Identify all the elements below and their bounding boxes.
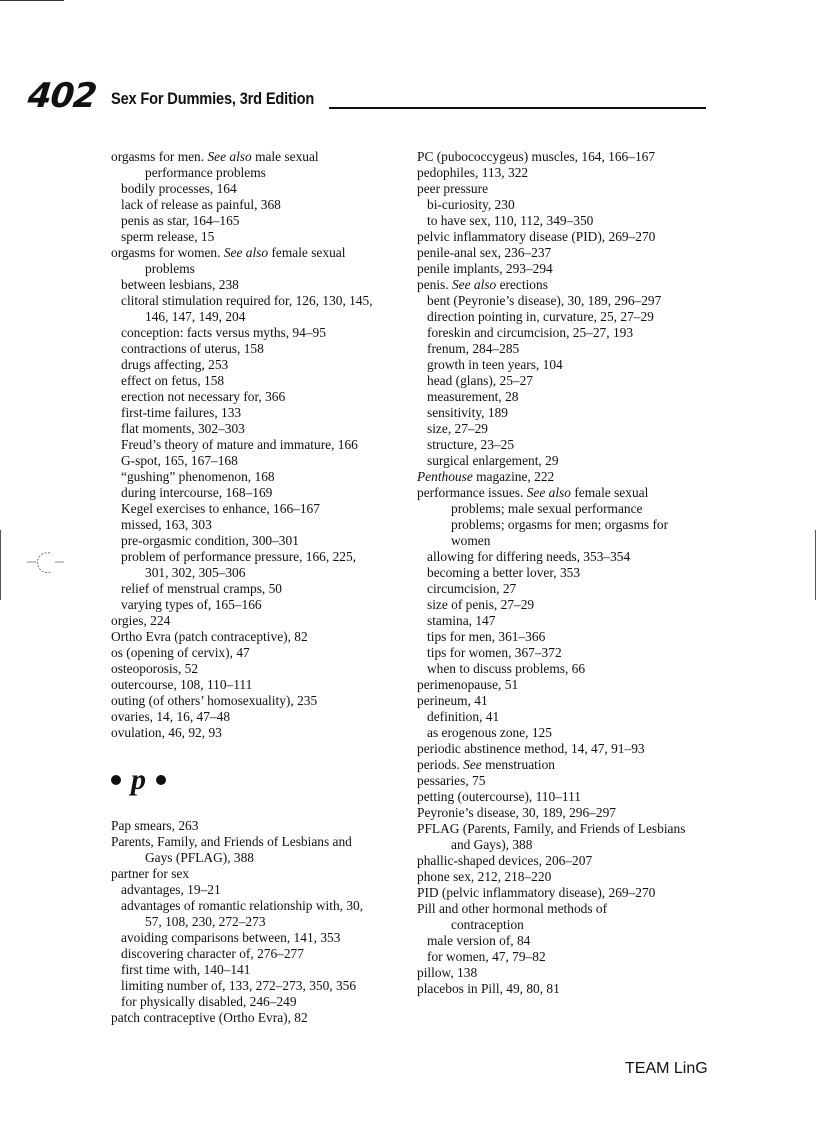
entry-text: measurement, 28 [427, 389, 519, 404]
entry-text: female sexual [570, 485, 649, 500]
index-entry-continuation [417, 837, 717, 853]
entry-text: during intercourse, 168–169 [121, 485, 273, 500]
section-heading-p [111, 756, 411, 804]
index-subentry [111, 533, 411, 549]
entry-text: PID (pelvic inflammatory disease), 269–270 [417, 885, 656, 900]
index-subentry [417, 597, 717, 613]
entry-text: partner for sex [111, 866, 190, 881]
entry-text: 146, 147, 149, 204 [145, 309, 246, 324]
entry-text: peer pressure [417, 181, 489, 196]
running-title: Sex For Dummies, 3rd Edition [111, 89, 315, 108]
index-entries-p [111, 818, 411, 1026]
entry-text: advantages of romantic relationship with, 30, [121, 898, 364, 913]
entry-text: for women, 47, 79–82 [427, 949, 546, 964]
index-subentry [111, 517, 411, 533]
index-subentry [111, 994, 411, 1010]
entry-text: pessaries, 75 [417, 773, 486, 788]
entry-text: size, 27–29 [427, 421, 488, 436]
index-subentry [111, 325, 411, 341]
top-edge-rule [0, 0, 64, 1]
entry-text: Gays (PFLAG), 388 [145, 850, 254, 865]
index-subentry [111, 469, 411, 485]
entry-text: os (opening of cervix), 47 [111, 645, 250, 660]
entry-text: limiting number of, 133, 272–273, 350, 356 [121, 978, 357, 993]
entry-text: advantages, 19–21 [121, 882, 221, 897]
entry-text: missed, 163, 303 [121, 517, 212, 532]
entry-text: performance problems [145, 165, 266, 180]
entry-text: contractions of uterus, 158 [121, 341, 264, 356]
index-subentry [111, 962, 411, 978]
entry-text: structure, 23–25 [427, 437, 515, 452]
entry-text: male version of, 84 [427, 933, 531, 948]
entry-text: as erogenous zone, 125 [427, 725, 552, 740]
index-entries-right [417, 149, 717, 997]
bullet-dot-icon [111, 775, 121, 785]
entry-text: ovulation, 46, 92, 93 [111, 725, 222, 740]
entry-text: 301, 302, 305–306 [145, 565, 246, 580]
index-entry [417, 149, 717, 165]
entry-text: Freud’s theory of mature and immature, 166 [121, 437, 358, 452]
team-watermark: TEAM LinG [625, 1060, 708, 1077]
index-entry [417, 981, 717, 997]
cross-reference-label: See [463, 757, 482, 772]
index-subentry [417, 581, 717, 597]
cross-reference-label: See also [223, 245, 269, 260]
index-subentry [111, 898, 411, 914]
entry-text: conception: facts versus myths, 94–95 [121, 325, 326, 340]
entry-text: women [451, 533, 491, 548]
entry-text: ovaries, 14, 16, 47–48 [111, 709, 231, 724]
index-entry [417, 885, 717, 901]
index-subentry [111, 357, 411, 373]
index-entry [111, 661, 411, 677]
registration-mark-icon [0, 530, 80, 610]
entry-text: to have sex, 110, 112, 349–350 [427, 213, 594, 228]
entry-text: becoming a better lover, 353 [427, 565, 581, 580]
cross-reference-label: Penthouse [417, 469, 473, 484]
index-subentry [111, 882, 411, 898]
index-entry [417, 277, 717, 293]
index-entry [417, 677, 717, 693]
index-subentry [417, 565, 717, 581]
entry-text: PC (pubococcygeus) muscles, 164, 166–167 [417, 149, 656, 164]
entry-text: placebos in Pill, 49, 80, 81 [417, 981, 560, 996]
index-subentry [111, 946, 411, 962]
index-entry [417, 181, 717, 197]
entry-text: female sexual [268, 245, 346, 260]
index-entry [417, 853, 717, 869]
entry-text: sperm release, 15 [121, 229, 215, 244]
entry-text: frenum, 284–285 [427, 341, 520, 356]
entry-text: tips for women, 367–372 [427, 645, 562, 660]
index-subentry [417, 725, 717, 741]
entry-text: penis as star, 164–165 [121, 213, 240, 228]
entry-text: penile implants, 293–294 [417, 261, 553, 276]
entry-text: periods. [417, 757, 464, 772]
index-entry [111, 693, 411, 709]
entry-text: patch contraceptive (Ortho Evra), 82 [111, 1010, 308, 1025]
index-entry [417, 741, 717, 757]
section-letter: p [131, 763, 146, 796]
index-entry [111, 629, 411, 645]
index-subentry [417, 405, 717, 421]
entry-text: G-spot, 165, 167–168 [121, 453, 238, 468]
entry-text: drugs affecting, 253 [121, 357, 229, 372]
entry-text: magazine, 222 [472, 469, 555, 484]
entry-text: performance issues. [417, 485, 527, 500]
index-entry-continuation [417, 501, 717, 517]
entry-text: Peyronie’s disease, 30, 189, 296–297 [417, 805, 616, 820]
entry-text: first-time failures, 133 [121, 405, 242, 420]
index-subentry [111, 197, 411, 213]
entry-text: contraception [451, 917, 524, 932]
entry-text: orgasms for men. [111, 149, 208, 164]
index-subentry [111, 421, 411, 437]
index-subentry [111, 277, 411, 293]
index-entry-continuation [111, 914, 411, 930]
index-entry-continuation [111, 165, 411, 181]
index-entry [111, 1010, 411, 1026]
entry-text: stamina, 147 [427, 613, 496, 628]
entry-text: pedophiles, 113, 322 [417, 165, 529, 180]
entry-text: tips for men, 361–366 [427, 629, 546, 644]
entry-text: phallic-shaped devices, 206–207 [417, 853, 593, 868]
index-subentry [417, 197, 717, 213]
index-entries-o [111, 149, 411, 741]
entry-text: lack of release as painful, 368 [121, 197, 281, 212]
index-subentry [111, 437, 411, 453]
index-subentry [111, 485, 411, 501]
index-entry [111, 149, 411, 165]
index-subentry [111, 341, 411, 357]
index-entry [417, 469, 717, 485]
index-subentry [417, 341, 717, 357]
entry-text: first time with, 140–141 [121, 962, 251, 977]
entry-text: penis. [417, 277, 452, 292]
entry-text: relief of menstrual cramps, 50 [121, 581, 283, 596]
index-entry [417, 261, 717, 277]
entry-text: Parents, Family, and Friends of Lesbians and [111, 834, 352, 849]
index-entry [111, 866, 411, 882]
index-subentry [111, 930, 411, 946]
index-entry [417, 789, 717, 805]
index-subentry [417, 613, 717, 629]
index-subentry [417, 357, 717, 373]
index-subentry [111, 181, 411, 197]
entry-text: avoiding comparisons between, 141, 353 [121, 930, 341, 945]
entry-text: when to discuss problems, 66 [427, 661, 586, 676]
entry-text: Pill and other hormonal methods of [417, 901, 608, 916]
index-entry [417, 965, 717, 981]
entry-text: size of penis, 27–29 [427, 597, 535, 612]
entry-text: penile-anal sex, 236–237 [417, 245, 552, 260]
index-subentry [417, 213, 717, 229]
entry-text: definition, 41 [427, 709, 500, 724]
entry-text: outing (of others’ homosexuality), 235 [111, 693, 318, 708]
index-entry [417, 229, 717, 245]
cross-reference-label: See also [451, 277, 497, 292]
index-entry-continuation [417, 517, 717, 533]
entry-text: erections [496, 277, 548, 292]
index-entry [111, 818, 411, 834]
index-subentry [417, 373, 717, 389]
entry-text: sensitivity, 189 [427, 405, 508, 420]
index-entry [417, 245, 717, 261]
index-subentry [111, 405, 411, 421]
index-subentry [111, 978, 411, 994]
index-entry-continuation [111, 309, 411, 325]
entry-text: growth in teen years, 104 [427, 357, 563, 372]
entry-text: menstruation [481, 757, 555, 772]
index-entry [111, 645, 411, 661]
index-subentry [417, 933, 717, 949]
index-subentry [417, 709, 717, 725]
index-entry-continuation [111, 261, 411, 277]
index-entry [111, 677, 411, 693]
index-entry [111, 725, 411, 741]
entry-text: orgies, 224 [111, 613, 171, 628]
entry-text: foreskin and circumcision, 25–27, 193 [427, 325, 634, 340]
index-subentry [417, 293, 717, 309]
entry-text: phone sex, 212, 218–220 [417, 869, 552, 884]
index-subentry [417, 421, 717, 437]
index-subentry [111, 501, 411, 517]
entry-text: erection not necessary for, 366 [121, 389, 286, 404]
index-subentry [417, 309, 717, 325]
entry-text: problems; orgasms for men; orgasms for [451, 517, 669, 532]
entry-text: surgical enlargement, 29 [427, 453, 559, 468]
entry-text: pillow, 138 [417, 965, 478, 980]
index-entry [417, 869, 717, 885]
entry-text: for physically disabled, 246–249 [121, 994, 297, 1009]
entry-text: varying types of, 165–166 [121, 597, 262, 612]
index-subentry [417, 629, 717, 645]
index-subentry [111, 581, 411, 597]
index-entry-continuation [111, 565, 411, 581]
index-subentry [417, 661, 717, 677]
entry-text: and Gays), 388 [451, 837, 533, 852]
index-subentry [111, 293, 411, 309]
entry-text: bodily processes, 164 [121, 181, 237, 196]
entry-text: flat moments, 302–303 [121, 421, 245, 436]
index-column-right [417, 149, 717, 997]
index-subentry [417, 949, 717, 965]
index-subentry [111, 213, 411, 229]
index-entry [417, 693, 717, 709]
index-entry [417, 773, 717, 789]
entry-text: osteoporosis, 52 [111, 661, 199, 676]
index-entry [111, 245, 411, 261]
index-subentry [417, 453, 717, 469]
index-entry [417, 485, 717, 501]
entry-text: 57, 108, 230, 272–273 [145, 914, 266, 929]
bullet-dot-icon [156, 775, 166, 785]
index-subentry [111, 373, 411, 389]
index-entry [417, 805, 717, 821]
cross-reference-label: See also [207, 149, 252, 164]
entry-text: clitoral stimulation required for, 126, 130, 145, [121, 293, 373, 308]
index-subentry [111, 453, 411, 469]
index-subentry [417, 325, 717, 341]
index-entry-continuation [417, 533, 717, 549]
entry-text: bi-curiosity, 230 [427, 197, 515, 212]
entry-text: “gushing” phenomenon, 168 [121, 469, 275, 484]
index-subentry [111, 597, 411, 613]
index-subentry [111, 549, 411, 565]
entry-text: Ortho Evra (patch contraceptive), 82 [111, 629, 308, 644]
entry-text: orgasms for women. [111, 245, 224, 260]
entry-text: circumcision, 27 [427, 581, 517, 596]
index-entry [111, 613, 411, 629]
index-subentry [111, 389, 411, 405]
entry-text: outercourse, 108, 110–111 [111, 677, 253, 692]
entry-text: perineum, 41 [417, 693, 488, 708]
index-entry-continuation [417, 917, 717, 933]
entry-text: between lesbians, 238 [121, 277, 239, 292]
entry-text: head (glans), 25–27 [427, 373, 533, 388]
entry-text: pre-orgasmic condition, 300–301 [121, 533, 299, 548]
index-entry [417, 757, 717, 773]
entry-text: problem of performance pressure, 166, 225, [121, 549, 357, 564]
entry-text: periodic abstinence method, 14, 47, 91–93 [417, 741, 645, 756]
entry-text: problems [145, 261, 195, 276]
entry-text: problems; male sexual performance [451, 501, 643, 516]
index-entry [417, 821, 717, 837]
page-number: 402 [25, 76, 99, 116]
index-subentry [417, 389, 717, 405]
entry-text: direction pointing in, curvature, 25, 27–29 [427, 309, 654, 324]
entry-text: male sexual [251, 149, 319, 164]
index-subentry [417, 549, 717, 565]
index-subentry [417, 645, 717, 661]
index-subentry [417, 437, 717, 453]
entry-text: discovering character of, 276–277 [121, 946, 304, 961]
entry-text: Kegel exercises to enhance, 166–167 [121, 501, 320, 516]
index-entry [111, 834, 411, 850]
index-entry [417, 901, 717, 917]
entry-text: perimenopause, 51 [417, 677, 519, 692]
entry-text: pelvic inflammatory disease (PID), 269–270 [417, 229, 656, 244]
entry-text: bent (Peyronie’s disease), 30, 189, 296–297 [427, 293, 662, 308]
cross-reference-label: See also [526, 485, 571, 500]
entry-text: petting (outercourse), 110–111 [417, 789, 581, 804]
index-subentry [111, 229, 411, 245]
index-entry-continuation [111, 850, 411, 866]
header-rule [329, 107, 706, 109]
entry-text: effect on fetus, 158 [121, 373, 225, 388]
entry-text: allowing for differing needs, 353–354 [427, 549, 631, 564]
entry-text: Pap smears, 263 [111, 818, 199, 833]
index-entry [417, 165, 717, 181]
index-entry [111, 709, 411, 725]
index-column-left [111, 149, 411, 1026]
entry-text: PFLAG (Parents, Family, and Friends of Lesbians [417, 821, 686, 836]
